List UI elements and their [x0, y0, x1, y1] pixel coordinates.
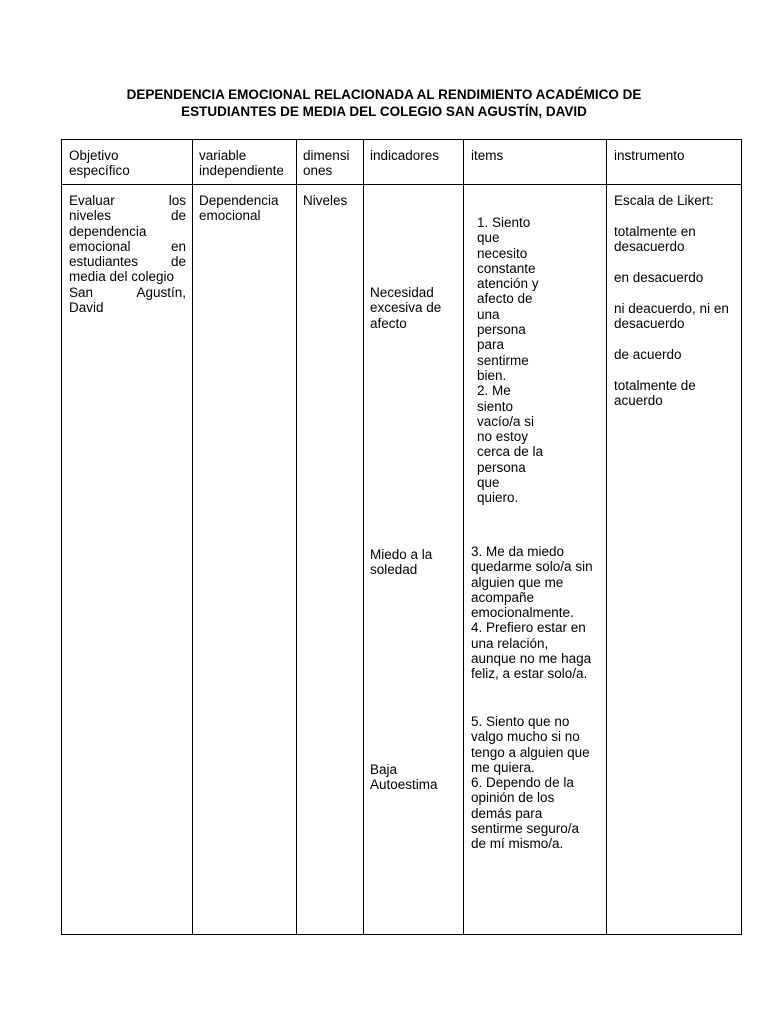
header-dimensiones: dimensi ones [303, 148, 350, 179]
column-divider [192, 140, 193, 934]
column-divider [606, 140, 607, 934]
objetivo-line [69, 254, 186, 269]
likert-option-5: totalmente de acuerdo [614, 378, 696, 409]
objetivo-word: media del colegio [69, 269, 175, 285]
header-variable: variable independiente [199, 148, 284, 179]
objetivo-word: Agustín, [136, 284, 186, 300]
cell-objetivo [69, 193, 186, 315]
items-group-3: 5. Siento que no valgo mucho si no tengo a alguien que me quiera. 6. Dependo de la opinión de los demás para sentirme seguro/a de mí mismo/a. [471, 714, 590, 852]
likert-option-1: totalmente en desacuerdo [614, 224, 696, 255]
objetivo-word: de [170, 254, 186, 270]
likert-option-4: de acuerdo [614, 347, 682, 362]
operationalization-table [61, 139, 742, 935]
objetivo-line [69, 224, 186, 239]
items-group-2: 3. Me da miedo quedarme solo/a sin alguien que me acompañe emocionalmente. 4. Prefiero estar en una relación, aunque no me haga feliz, a estar solo/a. [471, 544, 593, 682]
indicator-baja-autoestima: Baja Autoestima [370, 762, 438, 793]
objetivo-word: Evaluar [69, 193, 115, 208]
column-divider [363, 140, 364, 934]
objetivo-word: San [69, 284, 94, 300]
cell-dimension: Niveles [303, 193, 348, 208]
objetivo-word: estudiantes [69, 254, 139, 270]
cell-variable: Dependencia emocional [199, 193, 279, 224]
objetivo-word: dependencia [69, 223, 147, 239]
objetivo-word: niveles [69, 208, 112, 224]
objetivo-line [69, 208, 186, 223]
objetivo-line [69, 239, 186, 254]
instrument-name: Escala de Likert: [614, 193, 714, 208]
objetivo-word: David [69, 300, 104, 316]
column-divider [296, 140, 297, 934]
objetivo-word: los [168, 193, 186, 208]
title-line-1: DEPENDENCIA EMOCIONAL RELACIONADA AL RENDIMIENTO ACADÉMICO DE [126, 87, 642, 102]
objetivo-word: en [170, 238, 186, 254]
header-row-divider [62, 184, 741, 185]
items-group-1: 1. Siento que necesito constante atención y afecto de una persona para sentirme bien. 2. Me siento vacío/a si no estoy cerca de la persona que quiero. [477, 215, 544, 506]
column-divider [463, 140, 464, 934]
header-instrumento: instrumento [614, 148, 685, 163]
objetivo-line [69, 269, 186, 284]
header-indicadores: indicadores [370, 148, 440, 163]
document-title [60, 86, 708, 120]
objetivo-line [69, 300, 186, 315]
objetivo-line [69, 193, 186, 208]
header-items: items [471, 148, 504, 163]
objetivo-word: emocional [69, 238, 131, 254]
objetivo-word: de [170, 208, 186, 224]
header-objetivo: Objetivo específico [69, 148, 130, 179]
title-line-2: ESTUDIANTES DE MEDIA DEL COLEGIO SAN AGUSTÍN, DAVID [181, 104, 587, 119]
indicator-miedo-soledad: Miedo a la soledad [370, 547, 433, 578]
likert-option-2: en desacuerdo [614, 270, 704, 285]
objetivo-line [69, 285, 186, 300]
likert-option-3: ni deacuerdo, ni en desacuerdo [614, 301, 729, 332]
indicator-necesidad-afecto: Necesidad excesiva de afecto [370, 285, 442, 331]
